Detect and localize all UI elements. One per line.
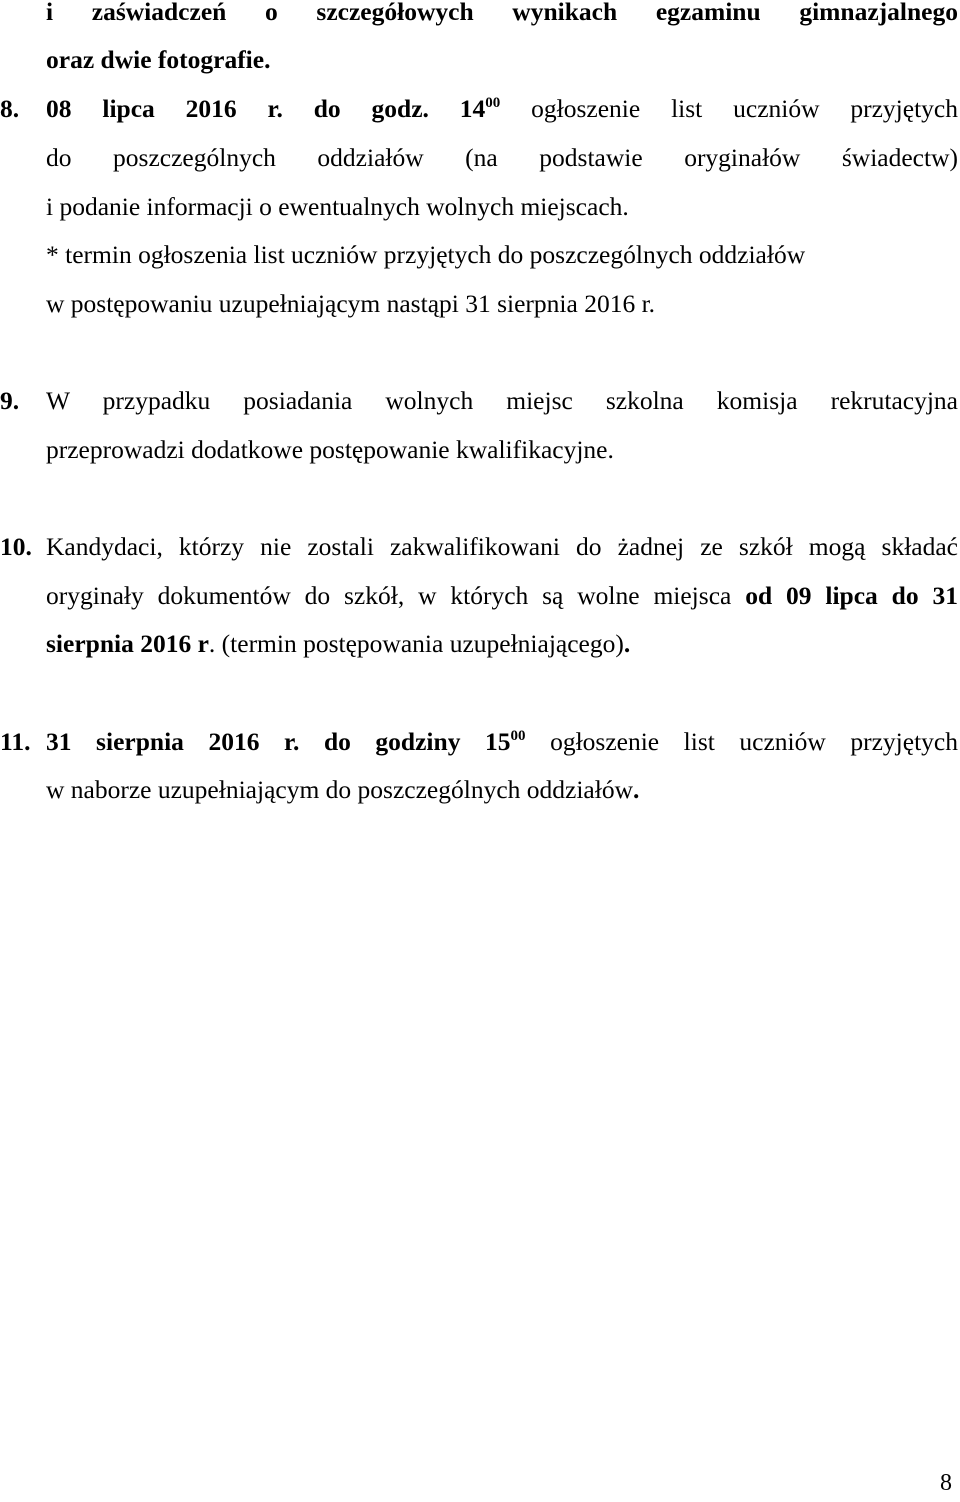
item-8-number: 8. [0,94,20,123]
item-11-text: ogłoszenie list uczniów przyjętych [525,727,958,756]
item-10-line-2 [46,581,958,611]
item-10-text: oryginały dokumentów do szkół, w których są wolne miejsca [46,581,746,610]
item-8-date: 08 lipca 2016 r. do godz. 14 [46,94,486,123]
page-number: 8 [940,1470,952,1496]
item-11-date: 31 sierpnia 2016 r. do godziny 15 [46,727,511,756]
item-11-line-1 [46,727,958,757]
item-11-number: 11. [0,727,31,756]
item-10-line-3 [46,629,958,659]
item-11-minutes: 00 [510,728,526,744]
item-11-line-2 [46,775,958,805]
item-9-line-1: W przypadku posiadania wolnych miejsc szkolna komisja rekrutacyjna [46,386,958,415]
item-10-number: 10. [0,532,32,561]
text-line-4: do poszczególnych oddziałów (na podstawie oryginałów świadectw) [46,143,958,172]
item-11-period: . [633,775,640,804]
item-9-number: 9. [0,386,20,415]
item-10-line-1: Kandydaci, którzy nie zostali zakwalifikowani do żadnej ze szkół mogą składać [46,532,958,561]
item-11-text-2: w naborze uzupełniającym do poszczególnych oddziałów [46,775,633,804]
note-line-1: * termin ogłoszenia list uczniów przyjętych do poszczególnych oddziałów [46,240,806,269]
text-line-2: oraz dwie fotografie. [46,45,271,74]
item-8-minutes: 00 [485,95,501,111]
item-8-line-1 [46,94,958,124]
note-line-2: w postępowaniu uzupełniającym nastąpi 31 sierpnia 2016 r. [46,289,656,318]
text-line-1: i zaświadczeń o szczegółowych wynikach egzaminu gimnazjalnego [46,0,958,26]
text-line-5: i podanie informacji o ewentualnych wolnych miejscach. [46,192,629,221]
item-10-period: . [623,629,631,658]
item-10-date-end: sierpnia 2016 r [46,629,209,658]
item-10-note: . (termin postępowania uzupełniającego) [208,629,624,658]
item-10-date-range: od 09 lipca do 31 [745,581,958,610]
item-8-text: ogłoszenie list uczniów przyjętych [500,94,958,123]
item-9-line-2: przeprowadzi dodatkowe postępowanie kwalifikacyjne. [46,435,614,464]
